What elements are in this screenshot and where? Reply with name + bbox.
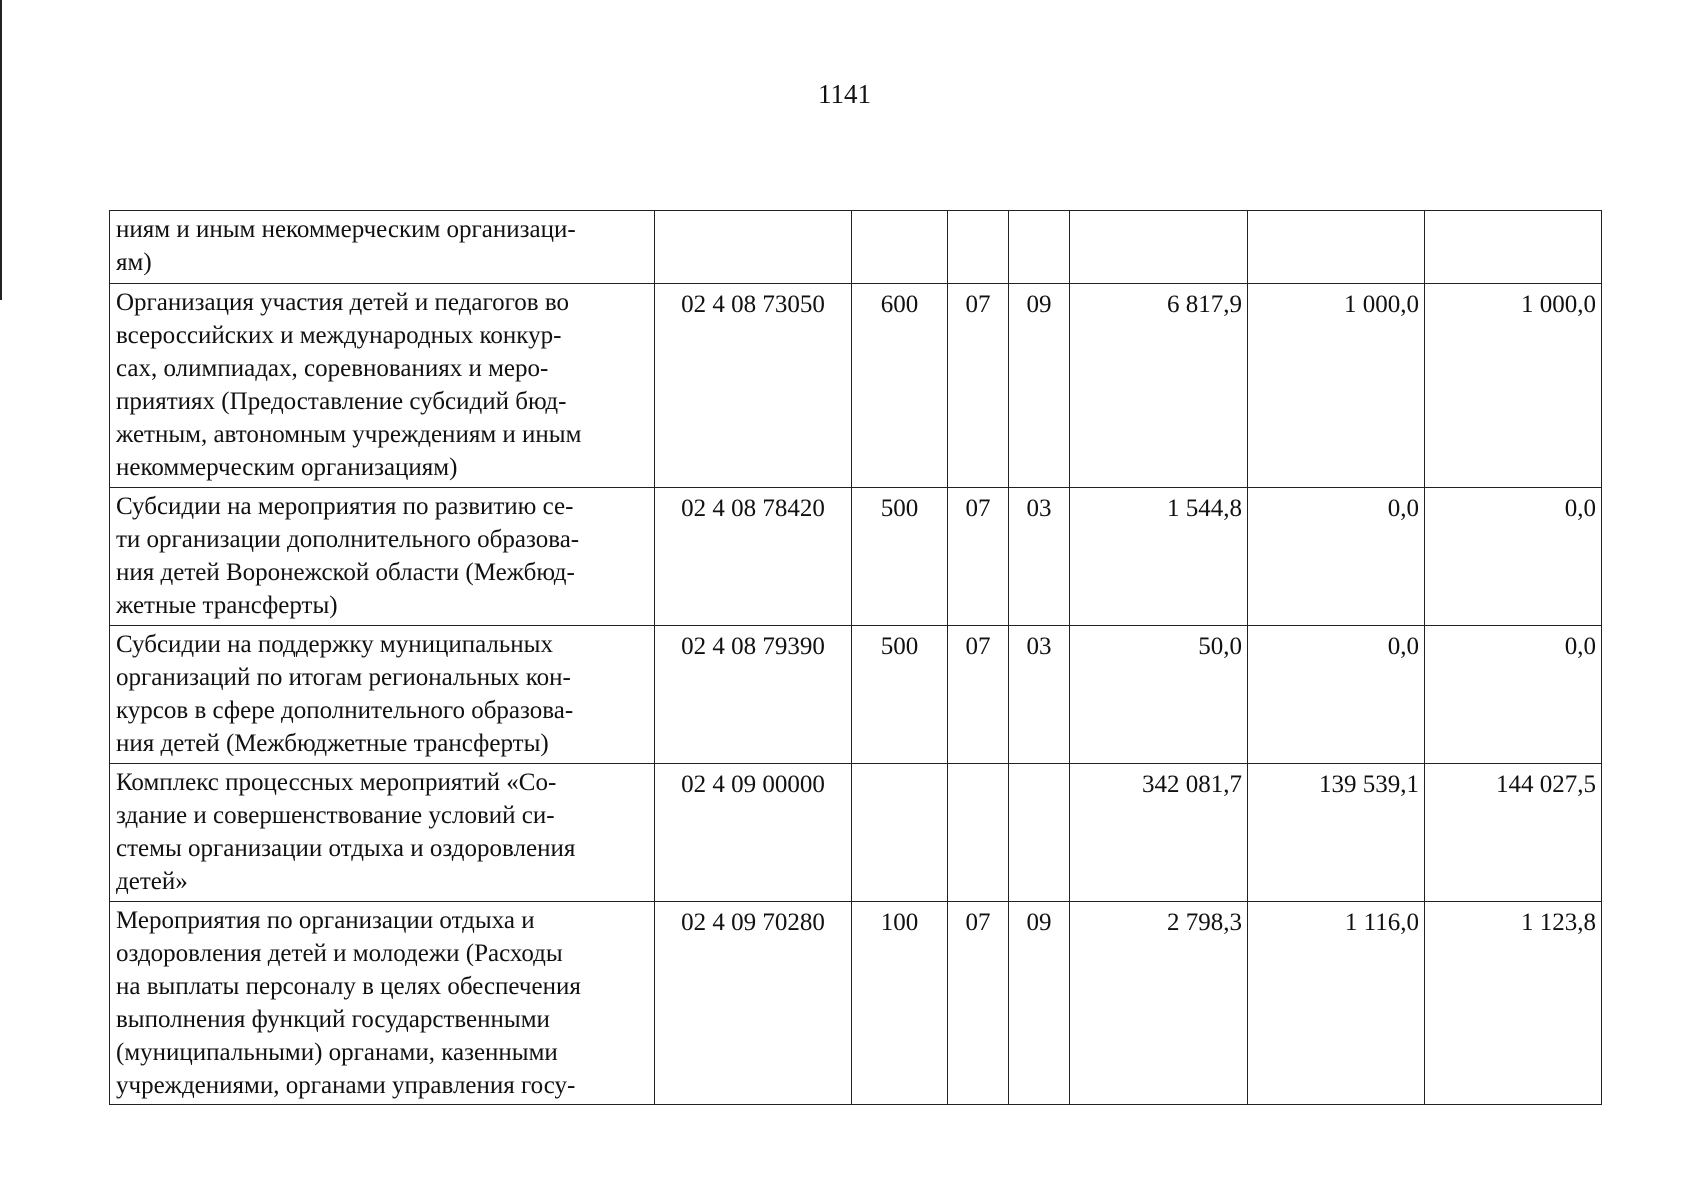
row-name-line: (муниципальными) органами, казенными <box>116 1039 558 1066</box>
row-value-2-cell: 1 116,0 <box>1248 902 1425 1105</box>
row-name-line: приятиях (Предоставление субсидий бюд- <box>116 388 567 415</box>
table-row <box>110 211 1602 284</box>
row-name-line: жетным, автономным учреждениям и иным <box>116 421 582 448</box>
row-name-line: некоммерческим организациям) <box>116 454 458 481</box>
row-value-1-cell: 6 817,9 <box>1070 284 1248 488</box>
row-name-line: курсов в сфере дополнительного образова- <box>116 697 574 724</box>
row-value-3-cell: 1 123,8 <box>1425 902 1602 1105</box>
budget-table <box>109 210 1602 1105</box>
row-expense-type-cell <box>852 764 948 902</box>
row-code-cell: 02 4 08 78420 <box>655 488 852 626</box>
row-subsection-cell: 09 <box>1009 284 1070 488</box>
row-value-1-cell: 342 081,7 <box>1070 764 1248 902</box>
row-subsection-cell <box>1009 764 1070 902</box>
row-value-1-cell: 2 798,3 <box>1070 902 1248 1105</box>
row-name-line: здание и совершенствование условий си- <box>116 802 555 829</box>
row-name-line: сах, олимпиадах, соревнованиях и меро- <box>116 355 549 382</box>
row-name-line: учреждениями, органами управления госу- <box>116 1072 576 1099</box>
row-value-2-cell <box>1248 211 1425 284</box>
page-left-edge-line <box>0 0 2 300</box>
row-code-cell: 02 4 08 73050 <box>655 284 852 488</box>
row-value-1-cell: 50,0 <box>1070 626 1248 764</box>
row-name-line: ям) <box>116 249 152 276</box>
row-code-cell: 02 4 09 00000 <box>655 764 852 902</box>
table-row <box>110 626 1602 764</box>
row-code-cell: 02 4 08 79390 <box>655 626 852 764</box>
row-section-cell: 07 <box>948 902 1009 1105</box>
row-name-cell <box>110 764 655 902</box>
row-value-3-cell <box>1425 211 1602 284</box>
row-name-line: жетные трансферты) <box>116 592 338 619</box>
row-section-cell: 07 <box>948 626 1009 764</box>
row-expense-type-cell: 500 <box>852 626 948 764</box>
row-subsection-cell: 09 <box>1009 902 1070 1105</box>
row-name-line: Организация участия детей и педагогов во <box>116 289 569 316</box>
row-code-cell <box>655 211 852 284</box>
row-section-cell: 07 <box>948 284 1009 488</box>
row-name-cell <box>110 902 655 1105</box>
row-value-2-cell: 1 000,0 <box>1248 284 1425 488</box>
row-value-3-cell: 144 027,5 <box>1425 764 1602 902</box>
row-name-line: оздоровления детей и молодежи (Расходы <box>116 940 563 967</box>
row-name-cell <box>110 626 655 764</box>
row-section-cell <box>948 764 1009 902</box>
table-row <box>110 488 1602 626</box>
row-name-line: ти организации дополнительного образова- <box>116 526 580 553</box>
row-expense-type-cell: 600 <box>852 284 948 488</box>
row-value-3-cell: 1 000,0 <box>1425 284 1602 488</box>
row-name-line: ния детей Воронежской области (Межбюд- <box>116 559 575 586</box>
row-name-line: выполнения функций государственными <box>116 1006 550 1033</box>
table-row <box>110 764 1602 902</box>
row-expense-type-cell: 100 <box>852 902 948 1105</box>
row-value-2-cell: 139 539,1 <box>1248 764 1425 902</box>
row-section-cell <box>948 211 1009 284</box>
row-value-3-cell: 0,0 <box>1425 488 1602 626</box>
row-name-line: детей» <box>116 868 188 895</box>
row-code-cell: 02 4 09 70280 <box>655 902 852 1105</box>
row-name-line: стемы организации отдыха и оздоровления <box>116 835 576 862</box>
row-name-cell <box>110 488 655 626</box>
row-name-line: на выплаты персоналу в целях обеспечения <box>116 973 581 1000</box>
row-expense-type-cell <box>852 211 948 284</box>
row-name-cell <box>110 284 655 488</box>
row-name-line: ниям и иным некоммерческим организаци- <box>116 216 576 243</box>
row-subsection-cell: 03 <box>1009 626 1070 764</box>
row-name-line: ния детей (Межбюджетные трансферты) <box>116 730 549 757</box>
row-name-cell <box>110 211 655 284</box>
row-name-line: организаций по итогам региональных кон- <box>116 664 571 691</box>
row-value-2-cell: 0,0 <box>1248 626 1425 764</box>
row-expense-type-cell: 500 <box>852 488 948 626</box>
row-value-1-cell <box>1070 211 1248 284</box>
row-value-1-cell: 1 544,8 <box>1070 488 1248 626</box>
row-value-3-cell: 0,0 <box>1425 626 1602 764</box>
table-row <box>110 902 1602 1105</box>
page-number: 1141 <box>818 79 871 109</box>
row-subsection-cell <box>1009 211 1070 284</box>
row-name-line: Мероприятия по организации отдыха и <box>116 907 535 934</box>
row-name-line: Комплекс процессных мероприятий «Со- <box>116 769 557 796</box>
row-name-line: Субсидии на поддержку муниципальных <box>116 631 553 658</box>
row-name-line: всероссийских и международных конкур- <box>116 322 562 349</box>
row-value-2-cell: 0,0 <box>1248 488 1425 626</box>
row-subsection-cell: 03 <box>1009 488 1070 626</box>
row-section-cell: 07 <box>948 488 1009 626</box>
row-name-line: Субсидии на мероприятия по развитию се- <box>116 493 574 520</box>
table-row <box>110 284 1602 488</box>
